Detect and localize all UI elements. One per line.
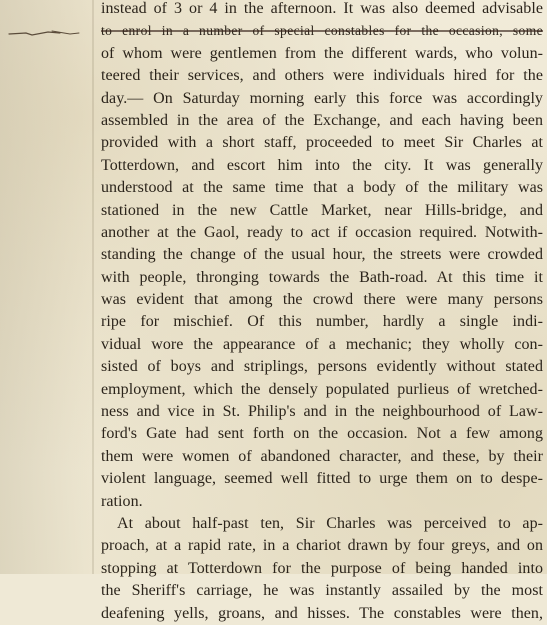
text-line-24: At about half-past ten, Sir Charles was perceived to ap- [117, 514, 543, 532]
page-fold-line [92, 0, 94, 574]
text-line-10: stationed in the new Cattle Market, near Hills-bridge, and [101, 201, 543, 219]
text-line-13: with people, thronging towards the Bath-road. At this time it [101, 268, 543, 286]
text-line-27: the Sheriff's carriage, he was instantly assailed by the most [101, 582, 543, 600]
text-line-21: them were women of abandoned character, and these, by their [101, 447, 543, 465]
text-line-28: deafening yells, groans, and hisses. The constables were then, [101, 604, 543, 622]
article-text [101, 0, 543, 625]
text-line-22: violent language, seemed well fitted to urge them on to despe- [101, 470, 543, 488]
margin-ink-mark [8, 28, 80, 38]
text-line-6: assembled in the area of the Exchange, and each having been [101, 111, 543, 129]
text-line-17: sisted of boys and striplings, persons evidently without stated [101, 358, 543, 376]
text-line-26: stopping at Totterdown for the purpose of being handed into [101, 559, 543, 577]
text-line-20: ford's Gate had sent forth on the occasion. Not a few among [101, 425, 543, 443]
text-line-15: ripe for mischief. Of this number, hardly a single indi- [101, 313, 543, 331]
text-line-5: day.— On Saturday morning early this force was accordingly [101, 89, 543, 107]
text-line-18: employment, which the densely populated purlieus of wretched- [101, 380, 543, 398]
text-line-9: understood at the same time that a body of the military was [101, 179, 543, 197]
text-line-16: vidual wore the appearance of a mechanic; they wholly con- [101, 335, 543, 353]
text-line-23: ration. [101, 492, 143, 510]
text-line-7: provided with a short staff, proceeded to meet Sir Charles at [101, 134, 543, 152]
text-line-14: was evident that among the crowd there were many persons [101, 291, 543, 309]
page-left-edge [0, 0, 92, 574]
text-line-19: ness and vice in St. Philip's and in the neighbourhood of Law- [101, 403, 543, 421]
text-line-4: teered their services, and others were individuals hired for the [101, 67, 543, 85]
text-line-25: proach, at a rapid rate, in a chariot drawn by four greys, and on [101, 537, 543, 555]
text-line-12: standing the change of the usual hour, the streets were crowded [101, 246, 543, 264]
text-line-2: to enrol in a number of special constables for the occasion, some [101, 23, 543, 39]
text-line-11: another at the Gaol, ready to act if occasion required. Notwith- [101, 223, 543, 241]
text-line-8: Totterdown, and escort him into the city. It was generally [101, 156, 543, 174]
text-line-1: instead of 3 or 4 in the afternoon. It was also deemed advisable [101, 0, 543, 17]
text-line-3: of whom were gentlemen from the different wards, who volun- [101, 44, 543, 62]
